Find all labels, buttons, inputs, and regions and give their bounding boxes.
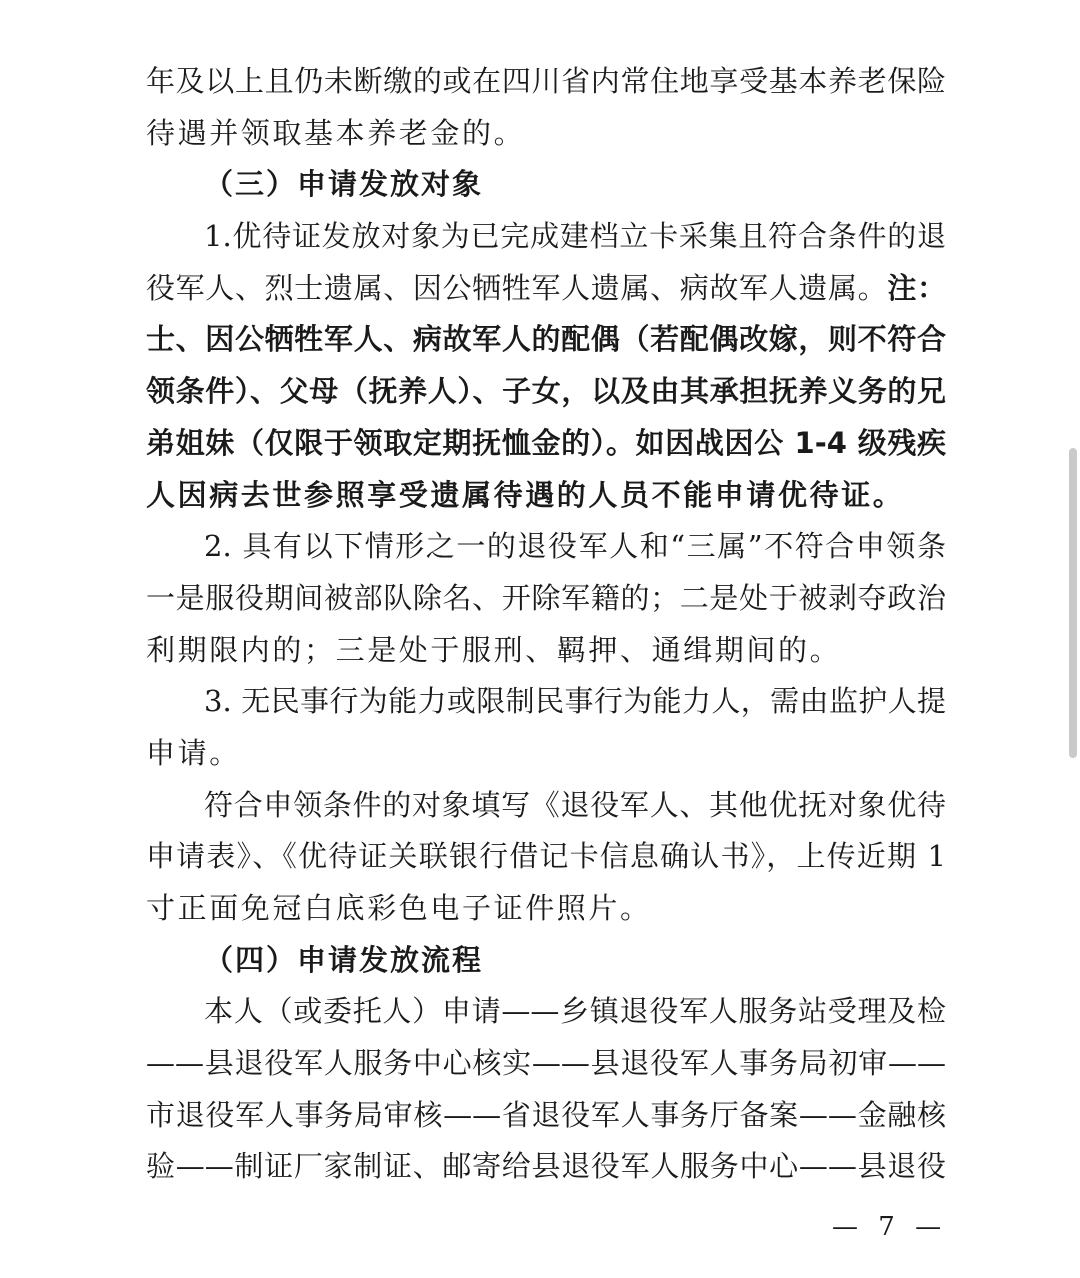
- bold-paragraph-line: 领条件）、父母（抚养人）、子女，以及由其承担抚养义务的兄: [146, 374, 946, 409]
- paragraph-line: 寸正面免冠白底彩色电子证件照片。: [146, 891, 652, 925]
- page-number: — 7 —: [832, 1212, 948, 1242]
- paragraph-line: 申请。: [146, 735, 241, 770]
- paragraph-line: [146, 263, 946, 315]
- paragraph-line: 一是服役期间被部队除名、开除军籍的；二是处于被剥夺政治: [146, 580, 946, 615]
- paragraph-line: 本人（或委托人）申请——乡镇退役军人服务站受理及检: [204, 994, 946, 1029]
- section-heading: （三）申请发放对象: [204, 167, 484, 202]
- paragraph-line: 利期限内的；三是处于服刑、羁押、通缉期间的。: [146, 632, 842, 667]
- note-label: 注：: [887, 270, 946, 305]
- paragraph-line: 符合申领条件的对象填写《退役军人、其他优抚对象优待: [204, 787, 946, 822]
- document-body: [146, 56, 946, 1193]
- bold-paragraph-line: 弟姐妹（仅限于领取定期抚恤金的）。如因战因公 1-4 级残疾: [146, 425, 946, 460]
- paragraph-line: 待遇并领取基本养老金的。: [146, 115, 526, 150]
- scrollbar-thumb[interactable]: [1069, 448, 1077, 758]
- bold-paragraph-line: 人因病去世参照享受遗属待遇的人员不能申请优待证。: [146, 477, 905, 512]
- bold-paragraph-line: 士、因公牺牲军人、病故军人的配偶（若配偶改嫁，则不符合: [146, 322, 946, 357]
- paragraph-line: ——县退役军人服务中心核实——县退役军人事务局初审——: [146, 1046, 946, 1081]
- paragraph-line: 年及以上且仍未断缴的或在四川省内常住地享受基本养老保险: [146, 64, 946, 98]
- paragraph-line: 3. 无民事行为能力或限制民事行为能力人，需由监护人提: [204, 684, 946, 719]
- paragraph-line: 1.优待证发放对象为已完成建档立卡采集且符合条件的退: [204, 219, 946, 254]
- paragraph-line: 验——制证厂家制证、邮寄给县退役军人服务中心——县退役: [146, 1149, 946, 1184]
- paragraph-text: 役军人、烈士遗属、因公牺牲军人遗属、病故军人遗属。: [146, 270, 888, 305]
- paragraph-line: 2. 具有以下情形之一的退役军人和“三属”不符合申领条: [204, 529, 946, 564]
- paragraph-line: 市退役军人事务局审核——省退役军人事务厅备案——金融核: [146, 1097, 946, 1132]
- section-heading: （四）申请发放流程: [204, 942, 484, 977]
- paragraph-line: 申请表》、《优待证关联银行借记卡信息确认书》，上传近期 1: [146, 839, 946, 874]
- scrollbar[interactable]: [1066, 0, 1080, 1278]
